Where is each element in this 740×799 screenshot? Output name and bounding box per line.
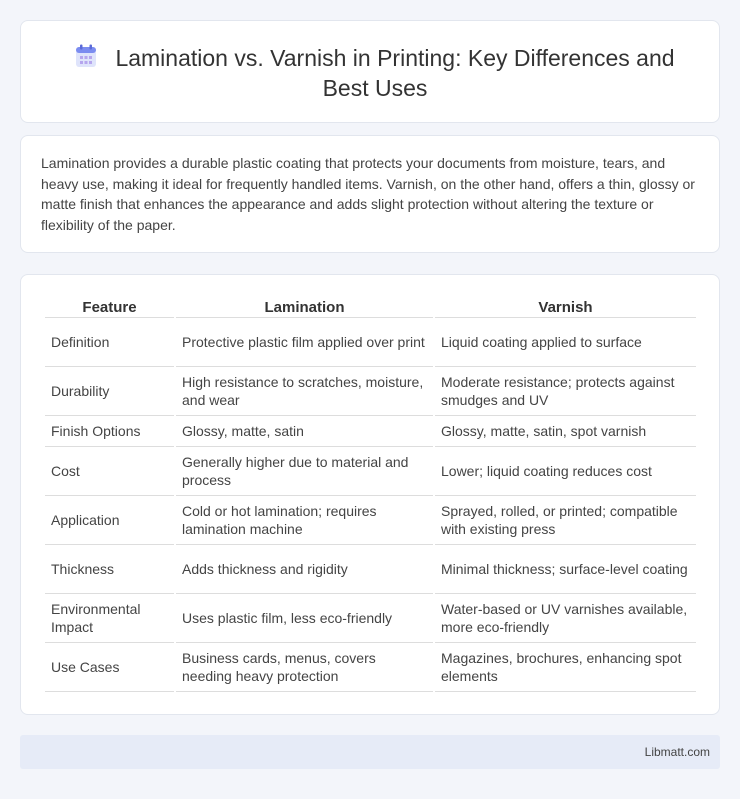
intro-card (20, 135, 720, 253)
table-row (45, 545, 696, 594)
table-row (45, 367, 696, 416)
header-feature: Feature (45, 295, 174, 318)
table-row (45, 318, 696, 367)
header-varnish: Varnish (435, 295, 696, 318)
feature-cell: Thickness (45, 545, 174, 594)
varnish-cell: Liquid coating applied to surface (435, 318, 696, 367)
lamination-cell: Adds thickness and rigidity (176, 545, 433, 594)
feature-cell: Definition (45, 318, 174, 367)
varnish-cell: Magazines, brochures, enhancing spot elements (435, 643, 696, 692)
varnish-cell: Minimal thickness; surface-level coating (435, 545, 696, 594)
feature-cell: Environmental Impact (45, 594, 174, 643)
comparison-table-card (20, 274, 720, 715)
varnish-cell: Water-based or UV varnishes available, more eco-friendly (435, 594, 696, 643)
table-row (45, 643, 696, 692)
lamination-cell: Generally higher due to material and process (176, 447, 433, 496)
lamination-cell: Business cards, menus, covers needing heavy protection (176, 643, 433, 692)
table-row (45, 496, 696, 545)
table-header-row (45, 295, 696, 318)
varnish-cell: Glossy, matte, satin, spot varnish (435, 416, 696, 447)
document-icon (75, 44, 97, 68)
comparison-table (43, 295, 698, 692)
footer-site-link[interactable]: Libmatt.com (644, 745, 710, 759)
varnish-cell: Moderate resistance; protects against smudges and UV (435, 367, 696, 416)
feature-cell: Finish Options (45, 416, 174, 447)
feature-cell: Cost (45, 447, 174, 496)
varnish-cell: Lower; liquid coating reduces cost (435, 447, 696, 496)
lamination-cell: Uses plastic film, less eco-friendly (176, 594, 433, 643)
page-title-container (51, 43, 699, 103)
varnish-cell: Sprayed, rolled, or printed; compatible with existing press (435, 496, 696, 545)
table-row (45, 447, 696, 496)
footer-bar (20, 735, 720, 769)
lamination-cell: Protective plastic film applied over print (176, 318, 433, 367)
feature-cell: Application (45, 496, 174, 545)
table-row (45, 416, 696, 447)
table-row (45, 594, 696, 643)
lamination-cell: Cold or hot lamination; requires lamination machine (176, 496, 433, 545)
title-card (20, 20, 720, 123)
feature-cell: Durability (45, 367, 174, 416)
intro-paragraph: Lamination provides a durable plastic coating that protects your documents from moisture, tears, and heavy use, making it ideal for frequently handled items. Varnish, on the other hand, offers a thin, glossy or matte finish that enhances the appearance and adds slight protection without altering the texture or flexibility of the paper. (41, 155, 695, 233)
feature-cell: Use Cases (45, 643, 174, 692)
page-title: Lamination vs. Varnish in Printing: Key Differences and Best Uses (115, 45, 675, 101)
lamination-cell: High resistance to scratches, moisture, and wear (176, 367, 433, 416)
lamination-cell: Glossy, matte, satin (176, 416, 433, 447)
header-lamination: Lamination (176, 295, 433, 318)
